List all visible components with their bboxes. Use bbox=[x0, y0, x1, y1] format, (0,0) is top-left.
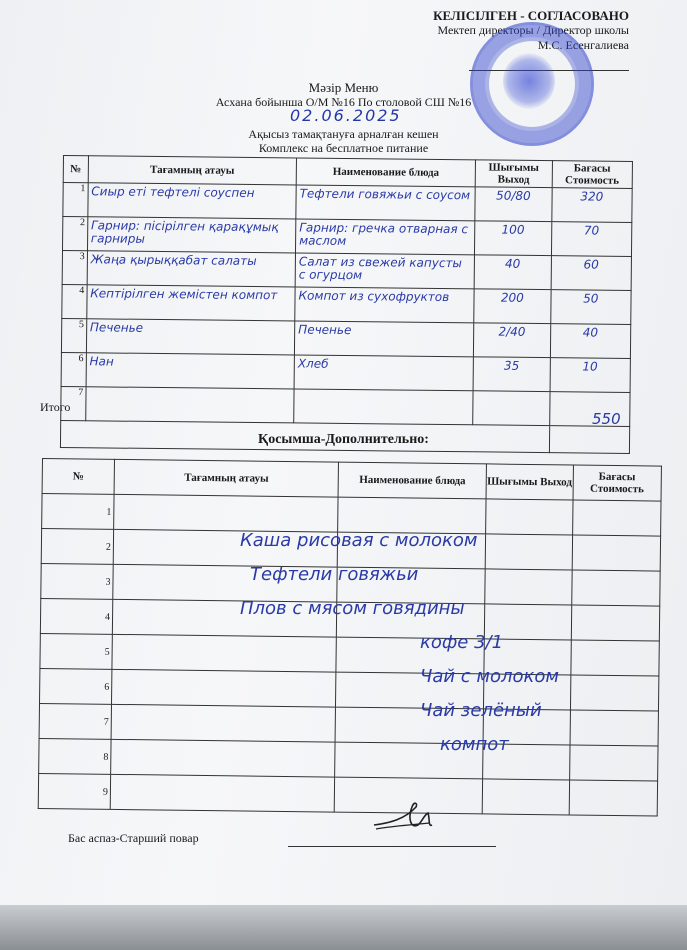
total-label: Итого bbox=[40, 400, 71, 414]
col-output: Шығымы Выход bbox=[486, 464, 573, 500]
additional-note: Плов с мясом говядины bbox=[240, 598, 465, 619]
complex-kz: Ақысыз тамақтануға арналған кешен bbox=[248, 127, 439, 141]
dish-output: 40 bbox=[474, 255, 551, 290]
dish-name-kz: Гарнир: пісірілген қарақұмық гарниры bbox=[87, 217, 296, 253]
dish-output bbox=[473, 391, 550, 426]
approval-heading: КЕЛІСІЛГЕН - СОГЛАСОВАНО bbox=[433, 8, 629, 23]
dish-name-kz: Кептірілген жемістен компот bbox=[87, 285, 296, 321]
col-price: Бағасы Стоимость bbox=[552, 161, 633, 189]
dish-price: 70 bbox=[551, 222, 632, 257]
dish-price: 320 bbox=[551, 188, 632, 223]
dish-name-kz: Жаңа қырыққабат салаты bbox=[87, 251, 296, 287]
dish-name-kz: Печенье bbox=[86, 319, 295, 355]
row-number: 2 bbox=[41, 529, 113, 565]
dish-name-ru: Хлеб bbox=[294, 355, 473, 391]
additional-note: Чай с молоком bbox=[420, 666, 559, 687]
row-number: 1 bbox=[42, 494, 114, 530]
dish-name-ru: Компот из сухофруктов bbox=[295, 287, 474, 323]
row-number: 6 bbox=[40, 668, 112, 704]
dish-price: 60 bbox=[551, 256, 632, 291]
row-number: 3 bbox=[62, 251, 87, 285]
dish-name-ru: Тефтели говяжьи с соусом bbox=[296, 185, 475, 221]
dish-price: 40 bbox=[550, 324, 631, 359]
dish-output: 2/40 bbox=[473, 323, 550, 358]
col-number: № bbox=[42, 459, 114, 495]
col-name-ru: Наименование блюда bbox=[296, 158, 475, 187]
row-number: 7 bbox=[39, 703, 111, 739]
row-number: 4 bbox=[40, 598, 112, 634]
page-subtitle: Асхана бойынша О/М №16 По столовой СШ №16 bbox=[215, 95, 472, 109]
page-bottom-shadow bbox=[0, 905, 687, 950]
dish-name-ru: Печенье bbox=[294, 321, 473, 357]
complex-ru: Комплекс на бесплатное питание bbox=[258, 141, 429, 155]
row-number: 5 bbox=[61, 318, 86, 352]
dish-name-kz: Нан bbox=[86, 353, 295, 389]
chef-label: Бас аспаз-Старший повар bbox=[68, 831, 199, 845]
page-title: Мәзір Меню bbox=[308, 80, 379, 95]
dish-name-ru: Гарнир: гречка отварная с маслом bbox=[296, 219, 475, 255]
row-number: 5 bbox=[40, 633, 112, 669]
row-number: 8 bbox=[39, 738, 111, 774]
dish-price: 50 bbox=[550, 290, 631, 325]
col-output: Шығымы Выход bbox=[475, 160, 552, 188]
col-name-ru: Наименование блюда bbox=[338, 462, 486, 499]
approval-line-1: Мектеп директоры / Директор школы bbox=[437, 23, 629, 37]
col-name-kz: Тағамның атауы bbox=[88, 156, 297, 185]
dish-name-ru bbox=[294, 389, 473, 425]
dish-output: 35 bbox=[473, 357, 550, 392]
row-number: 1 bbox=[63, 183, 88, 217]
additional-note: Чай зелёный bbox=[420, 700, 542, 721]
col-price: Бағасы Стоимость bbox=[573, 465, 662, 501]
additional-note: компот bbox=[440, 734, 509, 755]
dish-name-kz: Сиыр еті тефтелі соуспен bbox=[88, 183, 297, 219]
col-number: № bbox=[63, 156, 88, 183]
chef-signature-line bbox=[288, 846, 496, 847]
dish-output: 100 bbox=[475, 221, 552, 256]
dish-output: 200 bbox=[474, 289, 551, 324]
main-menu-table bbox=[60, 155, 633, 454]
row-number: 3 bbox=[41, 563, 113, 599]
row-number: 7 bbox=[61, 386, 86, 420]
row-number: 9 bbox=[38, 773, 110, 809]
approval-line-2: М.С. Есенгалиева bbox=[537, 38, 629, 52]
menu-date: 02.06.2025 bbox=[290, 106, 402, 125]
additional-note: кофе 3/1 bbox=[420, 632, 504, 653]
dish-name-ru: Салат из свежей капусты с огурцом bbox=[295, 253, 474, 289]
row-number: 2 bbox=[62, 217, 87, 251]
dish-name-kz bbox=[85, 387, 294, 423]
additional-handwritten-notes bbox=[230, 524, 660, 762]
row-number: 4 bbox=[62, 284, 87, 318]
row-number: 6 bbox=[61, 352, 86, 386]
table-row bbox=[38, 773, 657, 816]
additional-title: Қосымша-Дополнительно: bbox=[258, 432, 429, 447]
additional-note: Каша рисовая с молоком bbox=[240, 530, 478, 551]
col-name-kz: Тағамның атауы bbox=[114, 459, 339, 497]
dish-output: 50/80 bbox=[475, 187, 552, 222]
total-value: 550 bbox=[592, 410, 621, 428]
dish-price: 10 bbox=[550, 358, 631, 393]
chef-signature-icon bbox=[370, 795, 440, 840]
additional-note: Тефтели говяжьи bbox=[250, 564, 419, 585]
